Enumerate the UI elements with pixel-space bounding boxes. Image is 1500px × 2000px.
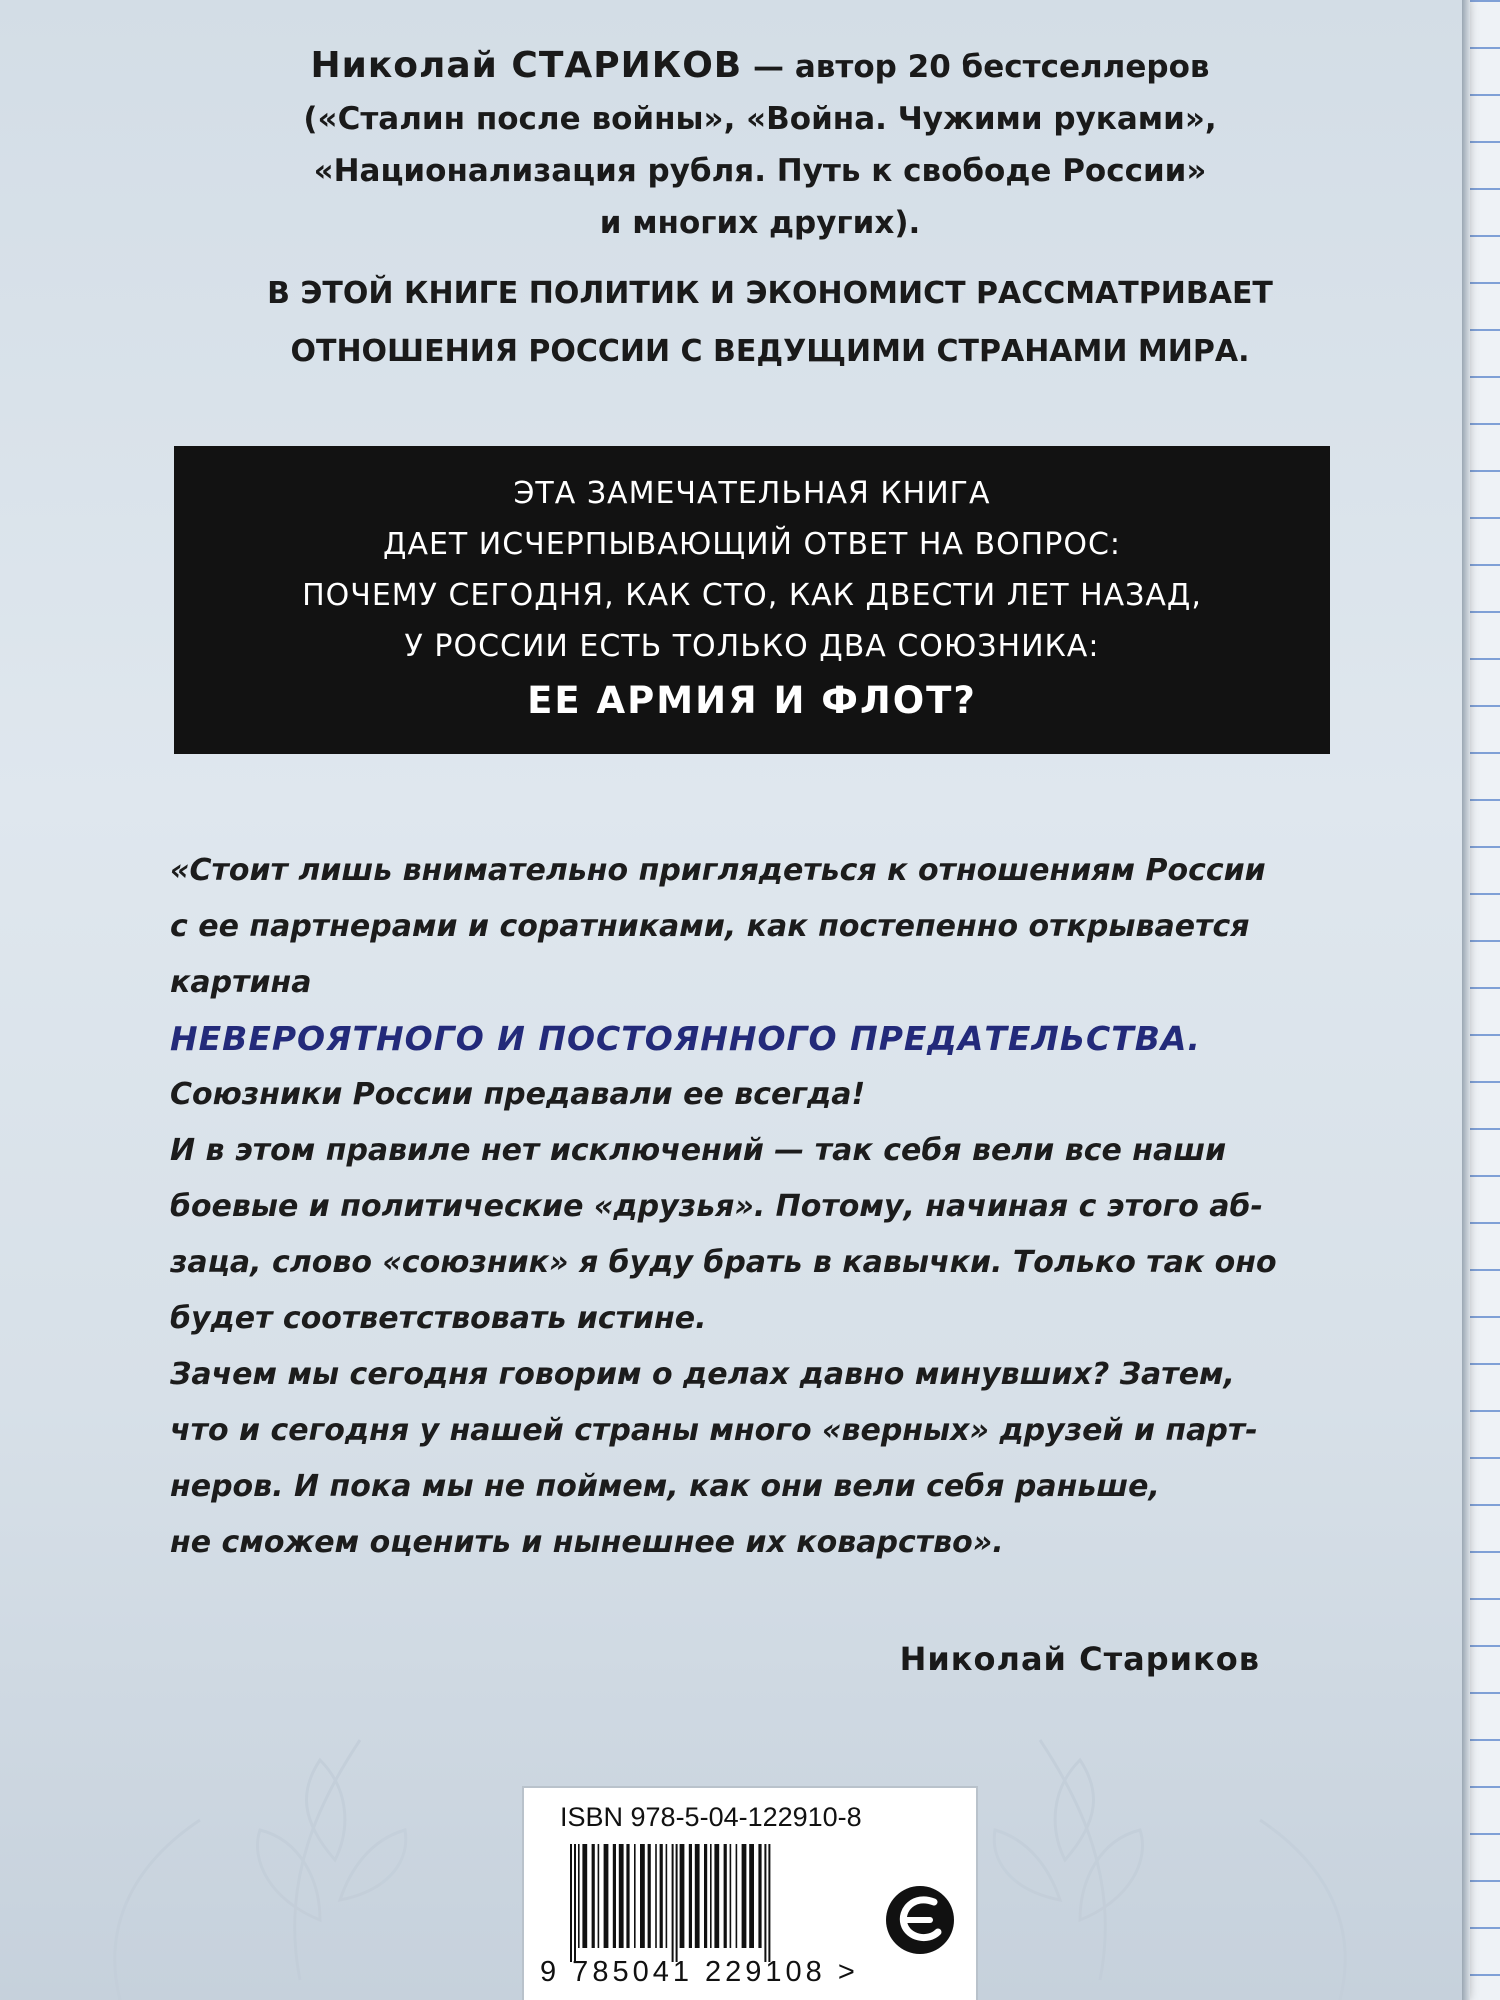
page-edge xyxy=(1462,0,1470,2000)
barcode-guard-bar xyxy=(574,1844,576,1962)
quote-line: будет соответствовать истине. xyxy=(170,1301,707,1336)
author-intro-line-1 xyxy=(160,40,1360,93)
quote-line: Союзники России предавали ее всегда! xyxy=(170,1077,866,1112)
author-credit: — автор 20 бестселлеров xyxy=(742,49,1210,85)
barcode-bar xyxy=(724,1844,727,1948)
barcode-bar xyxy=(730,1844,732,1948)
barcode-bar xyxy=(666,1844,668,1948)
barcode-bar xyxy=(592,1844,595,1948)
highlight-line-3: ПОЧЕМУ СЕГОДНЯ, КАК СТО, КАК ДВЕСТИ ЛЕТ НАЗАД, xyxy=(302,578,1202,613)
barcode-bar xyxy=(689,1844,692,1948)
highlight-line-4: У РОССИИ ЕСТЬ ТОЛЬКО ДВА СОЮЗНИКА: xyxy=(404,629,1100,664)
barcode-bar xyxy=(742,1844,747,1948)
highlight-final: ЕЕ АРМИЯ И ФЛОТ? xyxy=(527,679,977,722)
quote-line: что и сегодня у нашей страны много «верных» друзей и парт- xyxy=(170,1413,1258,1448)
barcode-bar xyxy=(695,1844,700,1948)
barcode-guard-bar xyxy=(672,1844,674,1962)
highlight-line-1: ЭТА ЗАМЕЧАТЕЛЬНАЯ КНИГА xyxy=(513,476,991,511)
lead-paragraph xyxy=(160,265,1380,381)
quote-line: «Стоит лишь внимательно приглядеться к отношениям России xyxy=(170,853,1266,888)
barcode-panel xyxy=(522,1786,978,2000)
barcode-bar xyxy=(749,1844,754,1948)
barcode-bar xyxy=(598,1844,600,1948)
isbn-label: ISBN 978-5-04-122910-8 xyxy=(560,1802,862,1832)
quote-signature: Николай Стариков xyxy=(899,1640,1260,1678)
author-intro xyxy=(160,40,1360,249)
barcode-bar xyxy=(704,1844,707,1948)
barcode-bar xyxy=(680,1844,685,1948)
quote-line: боевые и политические «друзья». Потому, начиная с этого аб- xyxy=(170,1189,1263,1224)
barcode-guard-bar xyxy=(768,1844,770,1962)
barcode-bar xyxy=(604,1844,609,1948)
ean-digits: 9 785041 229108 > xyxy=(540,1956,859,1988)
author-name: Николай СТАРИКОВ xyxy=(310,45,743,86)
barcode-bars xyxy=(568,1844,868,1962)
barcode-guard-bar xyxy=(764,1844,766,1962)
barcode-guard-bar xyxy=(676,1844,678,1962)
publisher-logo-icon xyxy=(884,1872,956,1964)
quote-line: заца, слово «союзник» я буду брать в кавычки. Только так оно xyxy=(170,1245,1277,1280)
barcode-bar xyxy=(578,1844,580,1948)
barcode-bar xyxy=(634,1844,636,1948)
highlight-line-2: ДАЕТ ИСЧЕРПЫВАЮЩИЙ ОТВЕТ НА ВОПРОС: xyxy=(383,527,1121,562)
quote-emphasis: НЕВЕРОЯТНОГО И ПОСТОЯННОГО ПРЕДАТЕЛЬСТВА. xyxy=(170,1019,1201,1058)
barcode-bar xyxy=(714,1844,719,1948)
lead-line-1: В ЭТОЙ КНИГЕ ПОЛИТИК И ЭКОНОМИСТ РАССМАТРИВАЕТ xyxy=(267,276,1273,311)
barcode-bar xyxy=(736,1844,738,1948)
quote-line: не сможем оценить и нынешнее их коварство». xyxy=(170,1525,1004,1560)
quote-line: картина xyxy=(170,965,312,1000)
barcode-bar xyxy=(626,1844,629,1948)
author-intro-line-3: «Национализация рубля. Путь к свободе России» xyxy=(313,153,1207,189)
barcode-bar xyxy=(710,1844,712,1948)
barcode-bar xyxy=(758,1844,761,1948)
highlight-box xyxy=(174,446,1330,754)
barcode-bar xyxy=(582,1844,587,1948)
barcode-bar xyxy=(619,1844,624,1948)
author-quote xyxy=(170,843,1310,1571)
barcode-guard-bar xyxy=(570,1844,572,1962)
barcode-bar xyxy=(648,1844,651,1948)
barcode-bar xyxy=(655,1844,657,1948)
quote-line: И в этом правиле нет исключений — так себя вели все наши xyxy=(170,1133,1227,1168)
lead-line-2: ОТНОШЕНИЯ РОССИИ С ВЕДУЩИМИ СТРАНАМИ МИРА. xyxy=(290,334,1250,369)
barcode-bar xyxy=(640,1844,645,1948)
quote-line: Зачем мы сегодня говорим о делах давно минувших? Затем, xyxy=(170,1357,1235,1392)
quote-line: неров. И пока мы не поймем, как они вели себя раньше, xyxy=(170,1469,1160,1504)
author-intro-line-2: («Сталин после войны», «Война. Чужими руками», xyxy=(303,101,1217,137)
author-intro-line-4: и многих других). xyxy=(599,205,921,241)
barcode-bar xyxy=(613,1844,616,1948)
barcode-bar xyxy=(660,1844,663,1948)
quote-line: с ее партнерами и соратниками, как постепенно открывается xyxy=(170,909,1250,944)
